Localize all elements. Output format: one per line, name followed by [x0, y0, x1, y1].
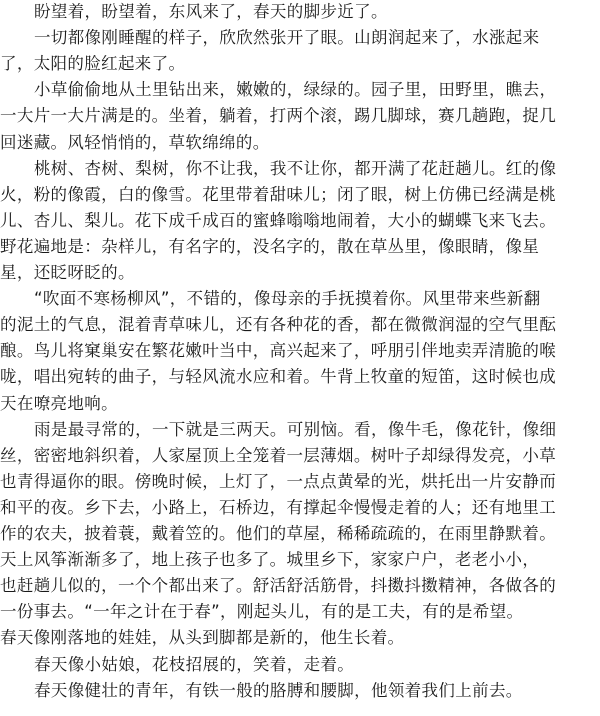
text-line: 也青得逼你的眼。傍晚时候，上灯了，一点点黄晕的光，烘托出一片安静而: [0, 471, 557, 491]
text-line: 春天像刚落地的娃娃，从头到脚都是新的，他生长着。: [0, 628, 405, 648]
text-line: 一切都像刚睡醒的样子，欣欣然张开了眼。山朗润起来了，水涨起来: [34, 28, 540, 48]
text-line: 酿。鸟儿将窠巢安在繁花嫩叶当中，高兴起来了，呼朋引伴地卖弄清脆的喉: [0, 341, 557, 361]
text-line: 也赶趟儿似的，一个个都出来了。舒活舒活筋骨，抖擞抖擞精神，各做各的: [0, 576, 557, 596]
text-line: 春天像小姑娘，花枝招展的，笑着，走着。: [34, 654, 355, 674]
text-line: 丝，密密地斜织着，人家屋顶上全笼着一层薄烟。树叶子却绿得发亮，小草: [0, 445, 557, 465]
text-line: 星，还眨呀眨的。: [0, 263, 135, 282]
text-line: 回迷藏。风轻悄悄的，草软绵绵的。: [0, 132, 270, 152]
text-line: 作的农夫，披着蓑，戴着笠的。他们的草屋，稀稀疏疏的，在雨里静默着。: [0, 524, 557, 543]
text-line: 咙，唱出宛转的曲子，与轻风流水应和着。牛背上牧童的短笛，这时候也成: [0, 367, 557, 387]
text-line: 雨是最寻常的，一下就是三两天。可别恼。看，像牛毛，像花针，像细: [34, 419, 557, 439]
text-line: “吹面不寒杨柳风”，不错的，像母亲的手抚摸着你。风里带来些新翻: [34, 289, 541, 309]
text-line: 儿、杏儿、梨儿。花下成千成百的蜜蜂嗡嗡地闹着，大小的蝴蝶飞来飞去。: [0, 210, 557, 230]
text-line: 的泥土的气息，混着青草味儿，还有各种花的香，都在微微润湿的空气里酝: [0, 315, 557, 335]
text-line: 桃树、杏树、梨树，你不让我，我不让你，都开满了花赶趟儿。红的像: [34, 158, 557, 178]
text-line: 了，太阳的脸红起来了。: [0, 54, 186, 74]
text-line: 一份事去。“一年之计在于春”，刚起头儿，有的是工夫，有的是希望。: [0, 602, 524, 622]
text-line: 火，粉的像霞，白的像雪。花里带着甜味儿；闭了眼，树上仿佛已经满是桃: [0, 184, 557, 204]
text-line: 天在嘹亮地响。: [0, 393, 118, 413]
text-line: 春天像健壮的青年，有铁一般的胳膊和腰脚，他领着我们上前去。: [34, 680, 523, 700]
text-line: 和平的夜。乡下去，小路上，石桥边，有撑起伞慢慢走着的人；还有地里工: [0, 497, 557, 517]
text-line: 一大片一大片满是的。坐着，躺着，打两个滚，踢几脚球，赛几趟跑，捉几: [0, 106, 557, 126]
text-line: 野花遍地是：杂样儿，有名字的，没名字的，散在草丛里，像眼睛，像星: [0, 236, 540, 256]
text-line: 天上风筝渐渐多了，地上孩子也多了。城里乡下，家家户户，老老小小，: [0, 550, 540, 570]
text-line: 盼望着，盼望着，东风来了，春天的脚步近了。: [34, 2, 388, 21]
text-line: 小草偷偷地从土里钻出来，嫩嫩的，绿绿的。园子里，田野里，瞧去，: [34, 80, 557, 100]
